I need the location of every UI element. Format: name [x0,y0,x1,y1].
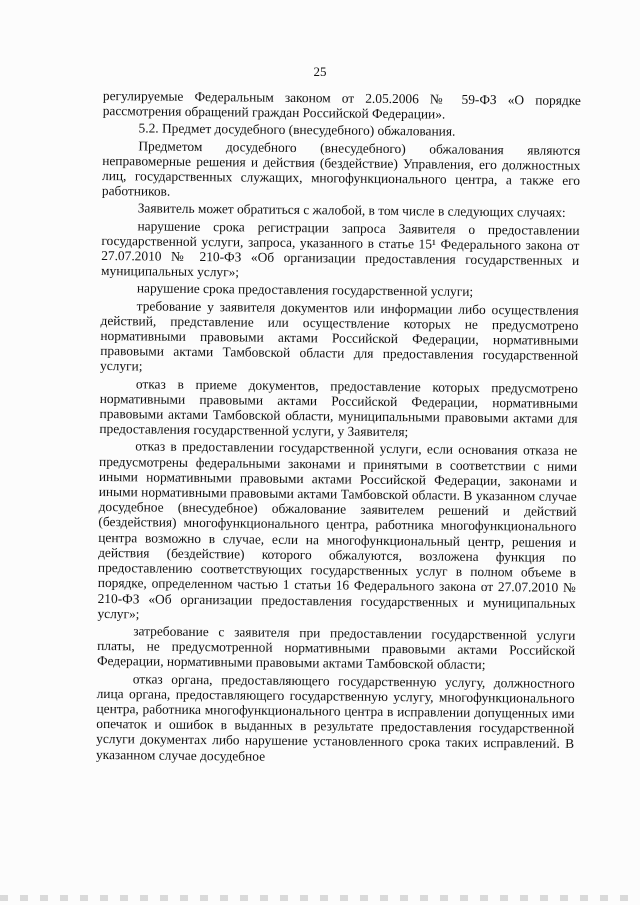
paragraph: Предметом досудебного (внесудебного) обжалования являются неправомерные решения и действия (бездействие) Управления, его должностных лиц, государственных служащих, многофункционального центра, а также его работников. [101,137,581,199]
page-number: 25 [313,64,327,79]
paragraph: регулируемые Федеральным законом от 2.05.2006 № 59-ФЗ «О порядке рассмотрения обращений граждан Российской Федерации». [102,88,581,122]
paragraph: Заявитель может обратиться с жалобой, в том числе в следующих случаях: [137,200,566,221]
paragraph: отказ в приеме документов, предоставление которых предусмотрено нормативными правовыми актами Российской Федерации, нормативными правовыми актами Тамбовской области, муниципальными правовыми актами для предоставления государственной услуги, у Заявителя; [99,376,578,440]
paragraph: нарушение срока регистрации запроса Заявителя о предоставлении государственной услуги, запроса, указанного в статье 15¹ Федерального закона от 27.07.2010 № 210-ФЗ «Об организации предоставления государственных и муниципальных услуг»; [101,217,580,280]
paragraph: отказ органа, предоставляющего государственную услугу, должностного лица органа, предоставляющего государственную услугу, многофункционального центра, работника многофункционального центра в исправлении допущенных ими опечаток и ошибок в выданных в результате предоставления государственной услуги документах либо нарушение установленного срока таких исправлений. В указанном случае досудебное [95,670,575,764]
paragraph: требование у заявителя документов или информации либо осуществления действий, представление или осуществление которых не предусмотрено нормативными правовыми актами Российской Федерации, нормативными правовыми актами Тамбовской области для предоставления государственной услуги; [100,298,579,374]
body-text [96,88,581,767]
paragraph: отказ в предоставлении государственной услуги, если основания отказа не предусмотрены федеральными законами и принятыми в соответствии с ними иными нормативными правовыми актами Российской Федерации, законами и иными нормативными правовыми актами Тамбовской области. В указанном случае досудебное (внесудебное) обжалование заявителем решений и действий (бездействия) многофункционального центра, работника многофункционального центра возможно в случае, если на многофункциональный центр, решения и действия (бездействие) которого обжалуются, возложена функция по предоставлению соответствующих государственных услуг в полном объеме в порядке, определенном частью 1 статьи 16 Федерального закона от 27.07.2010 № 210-ФЗ «Об организации предоставления государственных и муниципальных услуг»; [97,438,578,622]
paragraph: 5.2. Предмет досудебного (внесудебного) обжалования. [138,120,456,140]
paragraph: нарушение срока предоставления государственной услуги; [136,280,474,300]
paragraph: затребование с заявителя при предоставлении государственной услуги платы, не предусмотренной нормативными правовыми актами Российской Федерации, нормативными правовыми актами Тамбовской области; [96,623,576,673]
scan-edge-mark [0,895,640,901]
